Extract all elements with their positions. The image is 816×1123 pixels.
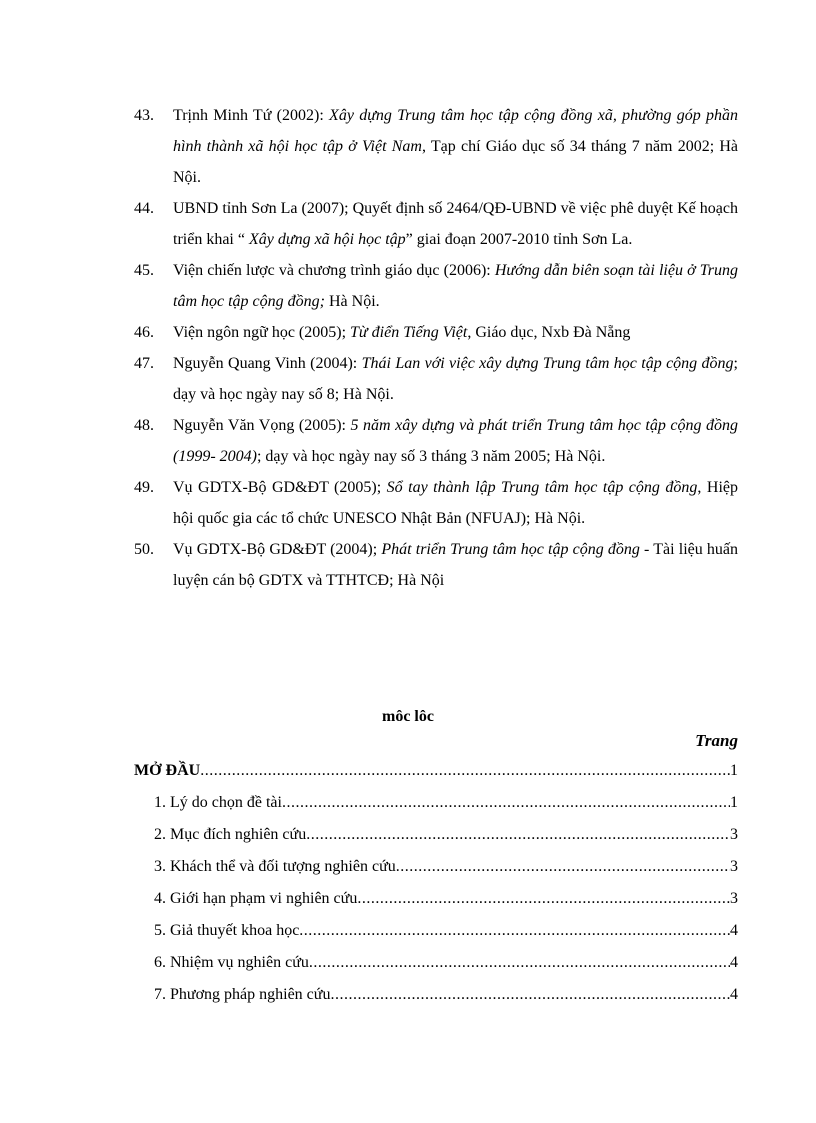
toc-entry[interactable]	[134, 986, 738, 1018]
reference-segment: , Giáo dục, Nxb Đà Nẵng	[467, 324, 631, 341]
toc-entry-label: 5. Giả thuyết khoa học	[154, 922, 300, 939]
reference-entry	[134, 472, 738, 534]
toc-page-column-header: Trang	[695, 731, 738, 750]
toc-entry[interactable]	[134, 890, 738, 922]
toc-entry-label: 7. Phương pháp nghiên cứu	[154, 986, 331, 1003]
reference-number: 49.	[134, 479, 154, 496]
reference-entry	[134, 255, 738, 317]
reference-text	[173, 348, 738, 410]
toc-dot-leader	[330, 986, 730, 1004]
reference-segment: Hà Nội.	[324, 293, 380, 310]
reference-number: 43.	[134, 107, 154, 124]
reference-list	[134, 100, 738, 596]
reference-number: 47.	[134, 355, 154, 372]
toc-page-number: 1	[730, 794, 738, 811]
reference-segment: Trịnh Minh Tứ (2002):	[173, 107, 330, 124]
toc-entry-label: MỞ ĐẦU	[134, 762, 201, 779]
reference-segment: , Tạp chí Giáo dục số 34 tháng 7 năm 2002; Hà Nội.	[173, 138, 739, 186]
toc-entry-label: 4. Giới hạn phạm vi nghiên cứu	[154, 890, 358, 907]
reference-segment: ; dạy và học ngày nay số 3 tháng 3 năm 2005; Hà Nội.	[256, 448, 606, 465]
reference-title: Từ điển Tiếng Việt	[350, 324, 468, 341]
toc-entry[interactable]	[134, 858, 738, 890]
reference-entry	[134, 100, 738, 193]
reference-text	[173, 100, 738, 193]
reference-segment: , Hiệp hội quốc gia các tổ chức UNESCO Nhật Bản (NFUAJ); Hà Nội.	[173, 479, 738, 527]
toc-entry-label: 2. Mục đích nghiên cứu	[154, 826, 307, 843]
toc-entry[interactable]	[134, 794, 738, 826]
reference-entry	[134, 348, 738, 410]
reference-segment: - Tài liệu huấn luyện cán bộ GDTX và TTHTCĐ; Hà Nội	[173, 541, 739, 589]
reference-title: Phát triển Trung tâm học tập cộng đồng	[381, 541, 640, 558]
reference-title: Thái Lan với việc xây dựng Trung tâm học tập cộng đồng	[361, 355, 734, 372]
reference-segment: Viện ngôn ngữ học (2005);	[173, 324, 351, 341]
reference-segment: Vụ GDTX-Bộ GD&ĐT (2004);	[173, 541, 382, 558]
reference-segment: Nguyễn Văn Vọng (2005):	[173, 417, 351, 434]
reference-segment: Vụ GDTX-Bộ GD&ĐT (2005);	[173, 479, 387, 496]
toc-entry-label: 6. Nhiệm vụ nghiên cứu	[154, 954, 309, 971]
reference-number: 50.	[134, 541, 154, 558]
toc-page-number: 4	[730, 954, 738, 971]
toc-entry[interactable]	[134, 762, 738, 794]
toc-dot-leader	[299, 922, 730, 940]
reference-text	[173, 255, 738, 317]
reference-number: 46.	[134, 324, 154, 341]
toc-page-number: 4	[730, 986, 738, 1003]
toc-page-number: 3	[730, 890, 738, 907]
toc-dot-leader	[309, 954, 730, 972]
reference-entry	[134, 410, 738, 472]
reference-number: 44.	[134, 200, 154, 217]
toc-page-number: 4	[730, 922, 738, 939]
toc-dot-leader	[396, 858, 730, 876]
reference-segment: UBND tỉnh Sơn La (2007); Quyết định số 2464/QĐ-UBND về việc phê duyệt Kế hoạch triển khai “	[173, 200, 738, 248]
toc-dot-leader	[200, 762, 730, 780]
reference-title: 5 năm xây dựng và phát triển Trung tâm học tập cộng đồng (1999- 2004)	[173, 417, 739, 465]
toc-page-number: 3	[730, 826, 738, 843]
reference-segment: Viện chiến lược và chương trình giáo dục (2006):	[173, 262, 495, 279]
reference-title: Xây dựng xã hội học tập	[248, 231, 406, 248]
reference-number: 48.	[134, 417, 154, 434]
reference-title: Sổ tay thành lập Trung tâm học tập cộng đồng	[386, 479, 698, 496]
reference-title: Xây dựng Trung tâm học tập cộng đồng xã, phường góp phần hình thành xã hội học tập ở Việt Nam	[173, 107, 738, 155]
toc-dot-leader	[357, 890, 730, 908]
reference-entry	[134, 317, 738, 348]
toc-dot-leader	[282, 794, 730, 812]
table-of-contents	[134, 762, 738, 1018]
toc-title: môc lôc	[382, 708, 434, 725]
reference-entry	[134, 193, 738, 255]
reference-text	[173, 410, 738, 472]
toc-entry-label: 3. Khách thể và đối tượng nghiên cứu	[154, 858, 396, 875]
reference-text	[173, 472, 738, 534]
toc-entry[interactable]	[134, 922, 738, 954]
reference-segment: ; dạy và học ngày nay số 8; Hà Nội.	[173, 355, 738, 403]
toc-entry-label: 1. Lý do chọn đề tài	[154, 794, 282, 811]
reference-text	[173, 317, 738, 348]
toc-page-number: 3	[730, 858, 738, 875]
reference-segment: ” giai đoạn 2007-2010 tỉnh Sơn La.	[405, 231, 633, 248]
toc-page-number: 1	[730, 762, 738, 779]
toc-dot-leader	[306, 826, 730, 844]
reference-text	[173, 534, 738, 596]
reference-segment: Nguyễn Quang Vinh (2004):	[173, 355, 362, 372]
reference-number: 45.	[134, 262, 154, 279]
reference-title: Hướng dẫn biên soạn tài liệu ở Trung tâm học tập cộng đồng;	[173, 262, 738, 310]
reference-entry	[134, 534, 738, 596]
toc-entry[interactable]	[134, 826, 738, 858]
toc-entry[interactable]	[134, 954, 738, 986]
reference-text	[173, 193, 738, 255]
